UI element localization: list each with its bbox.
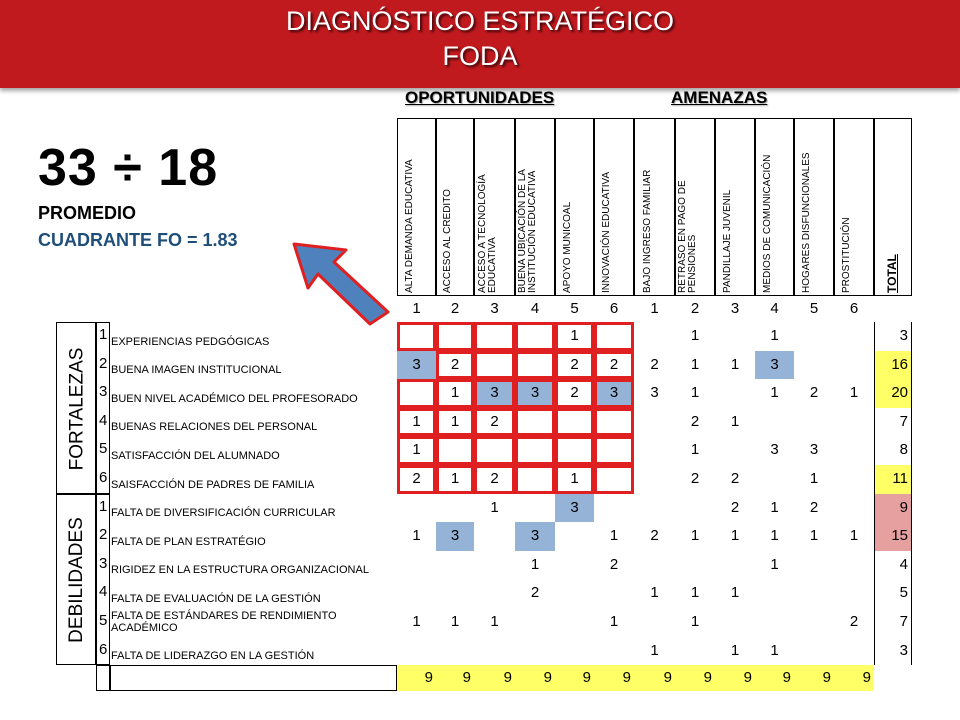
- column-total: 9: [794, 665, 834, 691]
- matrix-cell: 1: [555, 465, 594, 494]
- column-number: 3: [490, 300, 499, 317]
- matrix-cell: 3: [555, 494, 594, 523]
- row-total: 3: [874, 637, 912, 666]
- matrix-cell: [397, 579, 436, 608]
- matrix-cell: 1: [770, 384, 779, 402]
- column-total: 9: [555, 665, 594, 691]
- matrix-cell: [834, 579, 874, 608]
- matrix-cell: 2: [594, 351, 634, 380]
- row-number: 4: [99, 411, 108, 429]
- column-number: 5: [570, 300, 579, 317]
- row-label: FALTA DE LIDERAZGO EN LA GESTIÓN: [111, 650, 315, 663]
- matrix-cell: 2: [809, 384, 819, 402]
- bottom-label-box: [110, 665, 397, 691]
- matrix-cell: [515, 436, 555, 465]
- matrix-cell: 3: [770, 441, 779, 459]
- column-header-label: HOGARES DISFUNCIONALES: [801, 152, 812, 293]
- group-label-box: [56, 322, 96, 494]
- column-header: [794, 118, 834, 296]
- matrix-cell: 1: [397, 436, 436, 465]
- column-number: 1: [650, 300, 659, 317]
- matrix-cell: 1: [730, 641, 740, 659]
- column-header-label: ACCESO AL CREDITO: [442, 189, 453, 293]
- matrix-cell: 3: [436, 522, 474, 551]
- matrix-cell: [555, 522, 594, 551]
- matrix-cell: [515, 465, 555, 494]
- matrix-cell: 1: [809, 527, 819, 545]
- column-total: 9: [715, 665, 755, 691]
- column-header-label: PROSTITUCIÓN: [841, 217, 852, 293]
- matrix-cell: [755, 465, 794, 494]
- matrix-cell: 1: [730, 527, 740, 545]
- matrix-cell: 3: [809, 441, 819, 459]
- matrix-cell: 2: [555, 379, 594, 408]
- row-total: 7: [874, 608, 912, 637]
- column-header-label: APOYO MUNICOAL: [561, 201, 573, 293]
- matrix-cell: [397, 494, 436, 523]
- matrix-cell: [594, 322, 634, 351]
- column-number: 6: [849, 300, 859, 317]
- bottom-row-number-box: [96, 665, 110, 691]
- matrix-cell: [515, 494, 555, 523]
- matrix-cell: 2: [474, 408, 515, 437]
- matrix-cell: [794, 322, 834, 351]
- row-label: FALTA DE DIVERSIFICACIÓN CURRICULAR: [111, 507, 336, 520]
- matrix-cell: 1: [730, 355, 740, 373]
- matrix-cell: [515, 322, 555, 351]
- matrix-cell: [715, 551, 755, 580]
- matrix-cell: [474, 551, 515, 580]
- average-label: PROMEDIO: [38, 203, 137, 223]
- row-number: 3: [99, 554, 108, 572]
- quadrant-result: CUADRANTE FO = 1.83: [38, 230, 238, 250]
- matrix-cell: [555, 637, 594, 666]
- column-number: 2: [450, 300, 460, 317]
- column-header-label: PANDILLAJE JUVENIL: [722, 189, 733, 293]
- matrix-cell: 1: [490, 498, 499, 516]
- row-label: FALTA DE PLAN ESTRATÉGIO: [111, 535, 266, 548]
- matrix-cell: [594, 579, 634, 608]
- matrix-cell: [634, 608, 675, 637]
- matrix-cell: [436, 637, 474, 666]
- matrix-cell: 1: [770, 498, 779, 516]
- row-total: 4: [874, 551, 912, 580]
- matrix-cell: [834, 637, 874, 666]
- matrix-cell: 1: [690, 355, 700, 373]
- matrix-cell: 1: [849, 527, 859, 545]
- matrix-cell: [715, 608, 755, 637]
- column-total: 9: [474, 665, 515, 691]
- column-total: 9: [675, 665, 715, 691]
- total-header-label: TOTAL: [885, 254, 899, 293]
- row-label: FALTA DE ESTÁNDARES DE RENDIMIENTO ACADÉMICO: [111, 609, 337, 634]
- row-number: 6: [99, 640, 108, 658]
- row-number: 5: [99, 612, 108, 629]
- matrix-cell: [834, 351, 874, 380]
- column-number: 1: [412, 300, 421, 317]
- matrix-cell: 1: [730, 584, 740, 602]
- column-header-label: ALTA DEMANDA EDUCATIVA: [403, 159, 415, 293]
- column-header: [474, 118, 515, 296]
- matrix-cell: [634, 551, 675, 580]
- matrix-cell: 1: [650, 584, 659, 602]
- matrix-cell: 2: [730, 498, 740, 516]
- matrix-cell: 2: [849, 613, 859, 630]
- matrix-cell: [634, 494, 675, 523]
- column-header: [755, 118, 794, 296]
- column-header: [675, 118, 715, 296]
- row-total: 7: [874, 408, 912, 437]
- matrix-cell: [397, 379, 436, 408]
- matrix-cell: 3: [594, 379, 634, 408]
- matrix-cell: [794, 637, 834, 666]
- row-label: RIGIDEZ EN LA ESTRUCTURA ORGANIZACIONAL: [111, 564, 369, 577]
- row-number: 2: [99, 526, 108, 544]
- matrix-cell: 2: [650, 355, 659, 373]
- matrix-cell: [834, 322, 874, 351]
- matrix-cell: 1: [490, 613, 499, 630]
- matrix-cell: [436, 322, 474, 351]
- matrix-cell: [634, 436, 675, 465]
- matrix-cell: 1: [690, 613, 700, 630]
- matrix-cell: 1: [412, 527, 421, 545]
- matrix-cell: [436, 551, 474, 580]
- matrix-cell: [634, 408, 675, 437]
- row-total: 9: [874, 494, 912, 523]
- matrix-cell: 1: [849, 384, 859, 402]
- matrix-cell: 2: [809, 498, 819, 516]
- column-header: [436, 118, 474, 296]
- row-number: 2: [99, 354, 108, 372]
- matrix-cell: [436, 436, 474, 465]
- column-header-label: BUENA UBICACIÓN DE LA INSTITUCIÓN EDUCATIVA: [517, 169, 538, 293]
- matrix-cell: [474, 351, 515, 380]
- matrix-cell: [794, 608, 834, 637]
- matrix-cell: [555, 408, 594, 437]
- matrix-cell: [515, 408, 555, 437]
- matrix-cell: 2: [609, 555, 619, 573]
- matrix-cell: [474, 322, 515, 351]
- matrix-cell: 1: [450, 613, 460, 630]
- matrix-cell: [555, 579, 594, 608]
- matrix-cell: 1: [770, 641, 779, 659]
- matrix-cell: [755, 579, 794, 608]
- matrix-cell: 1: [609, 527, 619, 545]
- matrix-cell: [834, 494, 874, 523]
- row-number: 1: [99, 326, 108, 343]
- matrix-cell: 1: [730, 412, 740, 430]
- column-number: 4: [530, 300, 540, 317]
- column-number: 5: [809, 300, 819, 317]
- matrix-cell: [397, 551, 436, 580]
- matrix-cell: [715, 379, 755, 408]
- matrix-cell: 1: [690, 384, 700, 402]
- matrix-cell: 2: [530, 584, 540, 602]
- matrix-cell: [834, 551, 874, 580]
- row-total: 20: [874, 379, 912, 408]
- matrix-cell: [436, 579, 474, 608]
- column-header-label: ACCESO A TECNOLOGÍA EDUCATIVA: [476, 174, 498, 293]
- matrix-cell: [794, 551, 834, 580]
- matrix-cell: [675, 637, 715, 666]
- matrix-cell: [794, 408, 834, 437]
- column-header: [397, 118, 436, 296]
- banner-title: DIAGNÓSTICO ESTRATÉGICO: [285, 6, 675, 36]
- column-header-label: RETRASO EN PAGO DE PENSIONES: [677, 180, 698, 293]
- opportunities-heading: OPORTUNIDADES: [405, 88, 555, 107]
- row-total: 16: [874, 351, 912, 380]
- matrix-cell: 2: [650, 527, 659, 545]
- matrix-cell: 1: [690, 584, 700, 602]
- matrix-cell: [675, 551, 715, 580]
- matrix-cell: 1: [609, 613, 619, 630]
- matrix-cell: 3: [515, 522, 555, 551]
- matrix-cell: [594, 408, 634, 437]
- matrix-cell: [715, 436, 755, 465]
- column-number: 6: [609, 300, 619, 317]
- column-header: [515, 118, 555, 296]
- row-total: 11: [874, 465, 912, 494]
- row-number: 1: [99, 497, 108, 515]
- row-label: BUEN NIVEL ACADÉMICO DEL PROFESORADO: [111, 392, 358, 405]
- matrix-cell: 1: [690, 527, 700, 545]
- row-label: BUENAS RELACIONES DEL PERSONAL: [111, 421, 318, 434]
- matrix-cell: [594, 494, 634, 523]
- matrix-cell: [555, 551, 594, 580]
- matrix-cell: [397, 322, 436, 351]
- column-total: 9: [634, 665, 675, 691]
- row-label: SATISFACCIÓN DEL ALUMNADO: [111, 449, 280, 462]
- row-label: FALTA DE EVALUACIÓN DE LA GESTIÓN: [111, 592, 321, 605]
- column-number: 3: [730, 300, 740, 317]
- threats-heading: AMENAZAS: [671, 88, 768, 107]
- matrix-cell: 1: [650, 641, 659, 659]
- total-header: [874, 118, 912, 296]
- row-number: 4: [99, 583, 108, 601]
- matrix-cell: 2: [555, 351, 594, 380]
- matrix-cell: [594, 637, 634, 666]
- matrix-cell: [834, 408, 874, 437]
- matrix-cell: [436, 494, 474, 523]
- column-number: 4: [770, 300, 779, 317]
- row-number-box: [96, 322, 110, 494]
- column-header: [594, 118, 634, 296]
- matrix-cell: 3: [397, 351, 436, 380]
- row-number-box: [96, 494, 110, 666]
- matrix-cell: 2: [690, 412, 700, 430]
- row-label: SAISFACCIÓN DE PADRES DE FAMILIA: [111, 478, 315, 491]
- column-header-label: INNOVACIÓN EDUCATIVA: [601, 171, 612, 293]
- column-total: 9: [436, 665, 474, 691]
- column-header-label: MEDIOS DE COMUNICACIÓN: [761, 154, 773, 293]
- banner-subtitle: FODA: [442, 41, 518, 71]
- column-header: [715, 118, 755, 296]
- matrix-cell: [794, 351, 834, 380]
- column-total: 9: [594, 665, 634, 691]
- matrix-cell: [515, 637, 555, 666]
- matrix-cell: 2: [730, 470, 740, 487]
- group-label-box: [56, 494, 96, 666]
- column-header: [834, 118, 874, 296]
- matrix-cell: 2: [474, 465, 515, 494]
- matrix-cell: 1: [770, 555, 779, 573]
- matrix-cell: [594, 436, 634, 465]
- matrix-cell: [634, 322, 675, 351]
- matrix-cell: [397, 637, 436, 666]
- matrix-cell: 1: [809, 470, 819, 487]
- column-header-label: BAJO INGRESO FAMILIAR: [641, 169, 653, 293]
- matrix-cell: 1: [555, 322, 594, 351]
- group-label: DEBILIDADES: [65, 517, 87, 644]
- column-header: [555, 118, 594, 296]
- row-label: BUENA IMAGEN INSTITUCIONAL: [111, 364, 282, 377]
- matrix-cell: [675, 494, 715, 523]
- column-total: 9: [755, 665, 794, 691]
- column-header: [634, 118, 675, 296]
- matrix-cell: 1: [436, 465, 474, 494]
- matrix-cell: [794, 579, 834, 608]
- matrix-cell: 1: [770, 527, 779, 545]
- matrix-cell: [515, 351, 555, 380]
- matrix-cell: 1: [436, 408, 474, 437]
- row-label: EXPERIENCIAS PEDGÓGICAS: [111, 335, 270, 348]
- matrix-cell: [755, 408, 794, 437]
- matrix-cell: [555, 436, 594, 465]
- row-total: 5: [874, 579, 912, 608]
- matrix-cell: 3: [515, 379, 555, 408]
- matrix-cell: 1: [412, 613, 421, 630]
- matrix-cell: [474, 579, 515, 608]
- row-number: 5: [99, 440, 108, 458]
- group-label: FORTALEZAS: [65, 347, 87, 471]
- matrix-cell: 1: [436, 379, 474, 408]
- matrix-cell: [474, 436, 515, 465]
- row-number: 6: [99, 469, 108, 486]
- matrix-cell: [515, 608, 555, 637]
- matrix-cell: [634, 465, 675, 494]
- column-number: 2: [690, 300, 700, 317]
- matrix-cell: [834, 465, 874, 494]
- matrix-cell: [474, 522, 515, 551]
- column-total: 9: [515, 665, 555, 691]
- matrix-cell: [834, 436, 874, 465]
- average-equation: 33 ÷ 18: [38, 139, 219, 197]
- row-number: 3: [99, 383, 108, 401]
- matrix-cell: [715, 322, 755, 351]
- matrix-cell: 1: [397, 408, 436, 437]
- matrix-cell: 1: [690, 441, 700, 459]
- matrix-cell: 3: [650, 384, 659, 402]
- matrix-cell: 1: [530, 555, 540, 573]
- matrix-cell: 1: [770, 327, 779, 344]
- matrix-cell: [755, 608, 794, 637]
- column-total: 9: [397, 665, 436, 691]
- matrix-cell: [474, 637, 515, 666]
- column-total: 9: [834, 665, 874, 691]
- matrix-cell: 3: [474, 379, 515, 408]
- matrix-cell: 3: [755, 351, 794, 380]
- matrix-cell: 1: [690, 327, 700, 344]
- matrix-cell: 2: [690, 470, 700, 487]
- matrix-cell: [555, 608, 594, 637]
- matrix-cell: 2: [436, 351, 474, 380]
- row-total: 8: [874, 436, 912, 465]
- row-total: 15: [874, 522, 912, 551]
- row-total: 3: [874, 322, 912, 351]
- matrix-cell: 2: [397, 465, 436, 494]
- matrix-cell: [594, 465, 634, 494]
